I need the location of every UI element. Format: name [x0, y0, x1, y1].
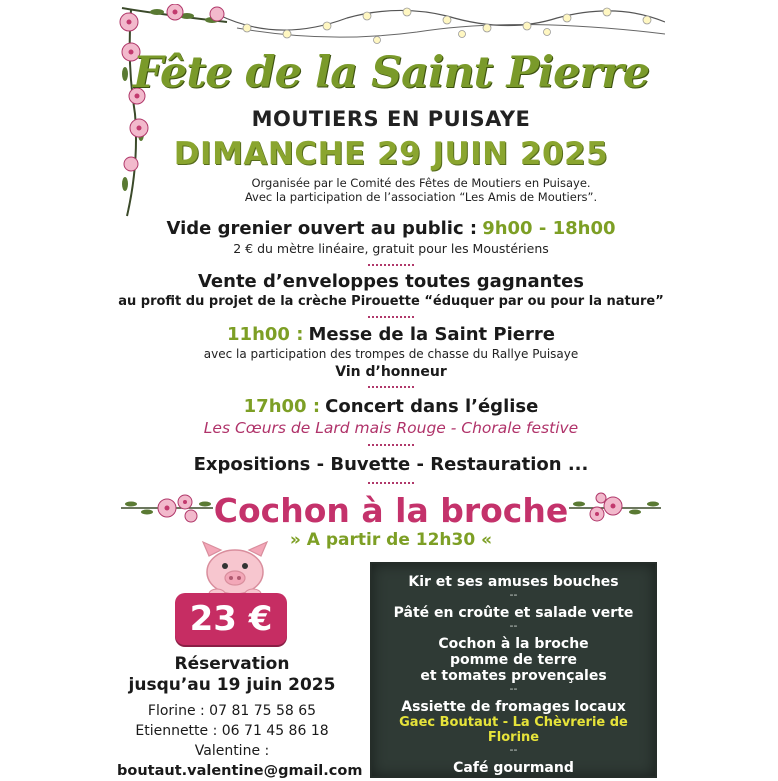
menu-item-pate: Pâté en croûte et salade verte [393, 605, 634, 621]
menu-item-tomates: et tomates provençales [420, 668, 607, 684]
messe-detail: avec la participation des trompes de chasse du Rallye Puisaye [203, 347, 579, 361]
pig-icon [193, 538, 277, 600]
menu-item-fromages: Assiette de fromages locaux [401, 699, 626, 715]
contact-etiennette: Etiennette : 06 71 45 86 18 [135, 723, 329, 739]
messe-label: Messe de la Saint Pierre [308, 324, 555, 345]
menu-item-fromages-supplier: Gaec Boutaut - La Chèvrerie de Florine [399, 715, 628, 745]
organizers-text [177, 176, 665, 204]
contact-email: boutaut.valentine@gmail.com [117, 763, 363, 779]
vin-honneur: Vin d’honneur [335, 364, 447, 380]
reservation-text [117, 654, 347, 696]
menu-separator: -- [509, 588, 518, 601]
reservation-line1: Réservation [174, 654, 290, 674]
vide-grenier-label: Vide grenier ouvert au public : [166, 218, 478, 239]
dotted-separator [368, 316, 414, 318]
concert-label: Concert dans l’église [325, 396, 539, 417]
dotted-separator [368, 264, 414, 266]
enveloppes-detail: au profit du projet de la crèche Pirouette “éduquer par ou pour la nature” [118, 294, 664, 309]
cochon-title: Cochon à la broche [213, 491, 569, 530]
contact-list [117, 701, 363, 781]
contact-valentine: Valentine : [194, 743, 270, 759]
concert-heading [117, 396, 665, 417]
enveloppes-heading: Vente d’enveloppes toutes gagnantes [197, 271, 585, 292]
messe-heading [117, 324, 665, 345]
dotted-separator [368, 482, 414, 484]
dotted-separator [368, 444, 414, 446]
organizers-line2: Avec la participation de l’association “Les Amis de Moutiers”. [244, 190, 598, 204]
menu-item-cochon: Cochon à la broche [438, 636, 589, 652]
reservation-deadline: jusqu’au 19 juin 2025 [128, 675, 336, 695]
vide-grenier-heading [117, 218, 665, 239]
messe-time: 11h00 : [227, 324, 304, 345]
menu-item-cafe: Café gourmand [453, 760, 574, 776]
string-lights-decoration [217, 4, 665, 54]
menu-chalkboard [370, 562, 657, 778]
event-poster [117, 4, 665, 779]
menu-separator: -- [509, 619, 518, 632]
event-location: MOUTIERS EN PUISAYE [251, 107, 531, 131]
menu-separator: -- [509, 743, 518, 756]
concert-time: 17h00 : [243, 396, 321, 417]
contact-florine: Florine : 07 81 75 58 65 [147, 703, 317, 719]
price-badge: 23 € [175, 593, 287, 645]
vide-grenier-hours: 9h00 - 18h00 [482, 218, 616, 239]
cochon-start-time: » A partir de 12h30 « [289, 530, 493, 550]
organizers-line1: Organisée par le Comité des Fêtes de Moutiers en Puisaye. [251, 176, 591, 190]
event-title: Fête de la Saint Pierre [132, 48, 650, 98]
vide-grenier-detail: 2 € du mètre linéaire, gratuit pour les Moustériens [233, 241, 549, 256]
concert-detail: Les Cœurs de Lard mais Rouge - Chorale festive [203, 419, 579, 437]
dotted-separator [368, 386, 414, 388]
menu-separator: -- [509, 682, 518, 695]
activities-line: Expositions - Buvette - Restauration ... [193, 454, 589, 475]
event-date: DIMANCHE 29 JUIN 2025 [173, 136, 609, 172]
menu-item-pomme: pomme de terre [449, 652, 578, 668]
menu-item-kir: Kir et ses amuses bouches [408, 574, 619, 590]
